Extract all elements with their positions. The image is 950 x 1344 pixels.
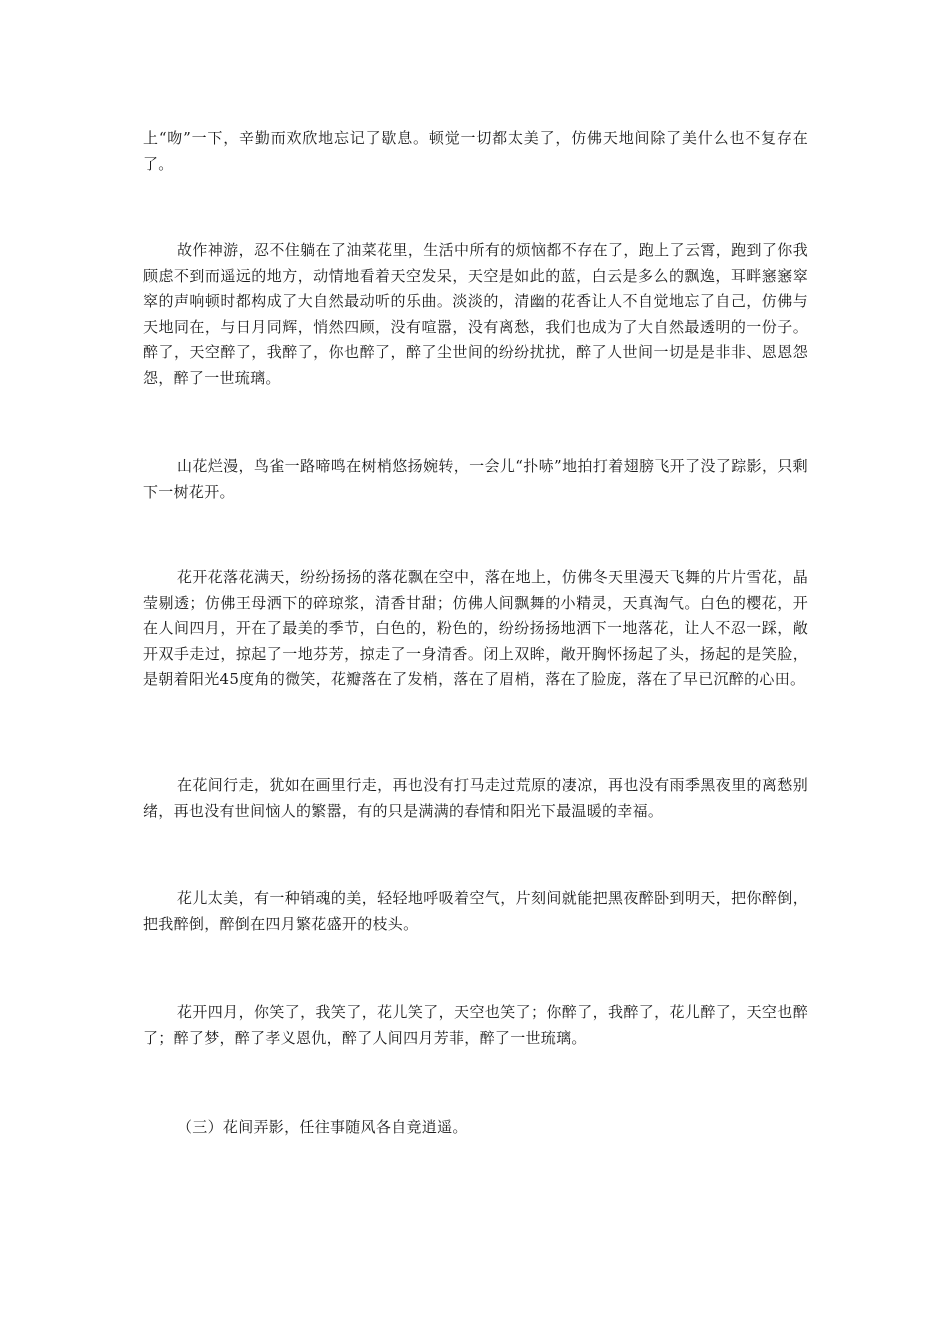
section-heading-three: （三）花间弄影，任往事随风各自竟逍遥。 — [177, 1118, 468, 1136]
paragraph-mountain-flowers: 山花烂漫，鸟雀一路啼鸣在树梢悠扬婉转，一会儿“扑哧”地拍打着翅膀飞开了没了踪影，只剩下一树花开。 — [143, 457, 808, 501]
paragraph-falling-petals: 花开花落花满天，纷纷扬扬的落花飘在空中，落在地上，仿佛冬天里漫天飞舞的片片雪花，晶莹剔透；仿佛王母洒下的碎琼浆，清香甘甜；仿佛人间飘舞的小精灵，天真淘气。白色的樱花，开在人间四月，开在了最美的季节，白色的，粉色的，纷纷扬扬地洒下一地落花，让人不忍一踩，敞开双手走过，掠起了一地芬芳，掠走了一身清香。闭上双眸，敞开胸怀扬起了头，扬起的是笑脸，是朝着阳光45度角的微笑，花瓣落在了发梢，落在了眉梢，落在了脸庞，落在了早已沉醉的心田。 — [143, 568, 808, 688]
paragraph-april-bloom: 花开四月，你笑了，我笑了，花儿笑了，天空也笑了；你醉了，我醉了，花儿醉了，天空也醉了；醉了梦，醉了孝义恩仇，醉了人间四月芳菲，醉了一世琉璃。 — [143, 1003, 808, 1047]
paragraph-flower-beauty: 花儿太美，有一种销魂的美，轻轻地呼吸着空气，片刻间就能把黑夜醉卧到明天，把你醉倒，把我醉倒，醉倒在四月繁花盛开的枝头。 — [143, 889, 808, 933]
paragraph-walking-among-flowers: 在花间行走，犹如在画里行走，再也没有打马走过荒原的凄凉，再也没有雨季黑夜里的离愁别绪，再也没有世间恼人的繁嚣，有的只是满满的春情和阳光下最温暖的幸福。 — [143, 776, 808, 820]
paragraph-daydream: 故作神游，忍不住躺在了油菜花里，生活中所有的烦恼都不存在了，跑上了云霄，跑到了你我顾虑不到而遥远的地方，动情地看着天空发呆，天空是如此的蓝，白云是多么的飘逸，耳畔窸窸窣窣的声响顿时都构成了大自然最动听的乐曲。淡淡的，清幽的花香让人不自觉地忘了自己，仿佛与天地同在，与日月同辉，悄然四顾，没有喧嚣，没有离愁，我们也成为了大自然最透明的一份子。醉了，天空醉了，我醉了，你也醉了，醉了尘世间的纷纷扰扰，醉了人世间一切是是非非、恩恩怨怨，醉了一世琉璃。 — [143, 241, 808, 387]
paragraph-continuation: 上“吻”一下，辛勤而欢欣地忘记了歇息。顿觉一切都太美了，仿佛天地间除了美什么也不复存在了。 — [143, 129, 808, 173]
